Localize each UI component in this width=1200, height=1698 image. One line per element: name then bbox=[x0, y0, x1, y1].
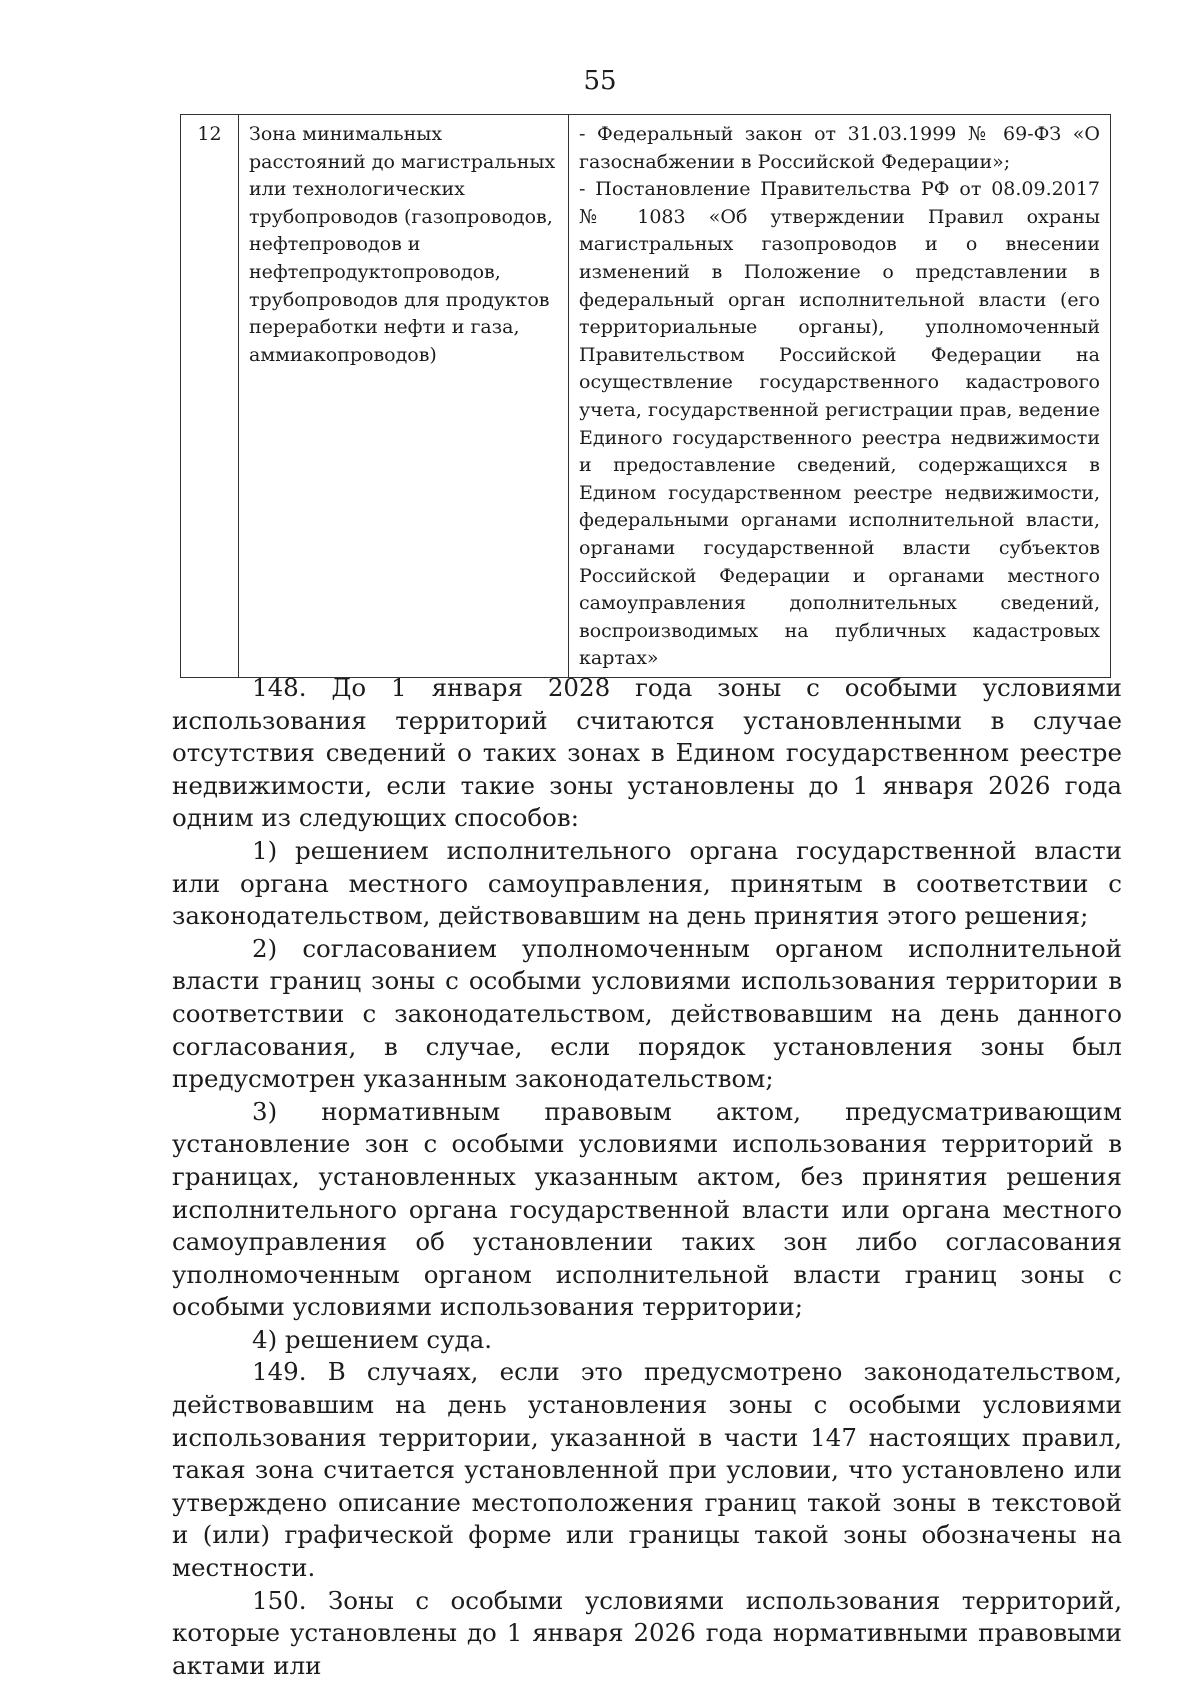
paragraph-148: 148. До 1 января 2028 года зоны с особыми условиями использования территорий считаются установленными в случае отсутствия сведений о таких зонах в Едином государственном реестре недвижимости, если такие зоны установлены до 1 января 2026 года одним из следующих способов: bbox=[172, 673, 1122, 833]
zone-name: Зона минимальных расстояний до магистральных или технологических трубопроводов (газопроводов, нефтепроводов и нефтепродуктопроводов, трубопроводов для продуктов переработки нефти и газа, аммиакопроводов) bbox=[239, 115, 569, 678]
page-number: 55 bbox=[583, 66, 617, 96]
table-row bbox=[181, 115, 1111, 678]
legal-basis-item: - Федеральный закон от 31.03.1999 № 69-ФЗ «О газоснабжении в Российской Федерации»; bbox=[579, 123, 1100, 173]
list-item-3: 3) нормативным правовым актом, предусматривающим установление зон с особыми условиями использования территорий в границах, установленных указанным актом, без принятия решения исполнительного органа государственной власти или органа местного самоуправления об установлении таких зон либо согласования уполномоченным органом исполнительной власти границ зоны с особыми условиями использования территории; bbox=[172, 1096, 1122, 1322]
row-number: 12 bbox=[181, 115, 239, 678]
paragraph-150: 150. Зоны с особыми условиями использования территорий, которые установлены до 1 января 2026 года нормативными правовыми актами или bbox=[172, 1585, 1122, 1680]
list-item-1: 1) решением исполнительного органа государственной власти или органа местного самоуправления, принятым в соответствии с законодательством, действовавшим на день принятия этого решения; bbox=[172, 835, 1122, 931]
list-item-4: 4) решением суда. bbox=[252, 1324, 493, 1354]
paragraph-149: 149. В случаях, если это предусмотрено законодательством, действовавшим на день установления зоны с особыми условиями использования территории, указанной в части 147 настоящих правил, такая зона считается установленной при условии, что установлено или утверждено описание местоположения границ такой зоны в текстовой и (или) графической форме или границы такой зоны обозначены на местности. bbox=[172, 1357, 1122, 1583]
list-item-2: 2) согласованием уполномоченным органом исполнительной власти границ зоны с особыми условиями использования территории в соответствии с законодательством, действовавшим на день данного согласования, в случае, если порядок установления зоны был предусмотрен указанным законодательством; bbox=[172, 933, 1122, 1094]
body-text bbox=[172, 672, 1122, 1682]
legal-basis-item: - Постановление Правительства РФ от 08.09.2017 № 1083 «Об утверждении Правил охраны магистральных газопроводов и о внесении изменений в Положение о представлении в федеральный орган исполнительной власти (его территориальные органы), уполномоченный Правительством Российской Федерации на осуществление государственного кадастрового учета, государственной регистрации прав, ведение Единого государственного реестра недвижимости и предоставление сведений, содержащихся в Едином государственном реестре недвижимости, федеральными органами исполнительной власти, органами государственной власти субъектов Российской Федерации и органами местного самоуправления дополнительных сведений, воспроизводимых на публичных кадастровых картах» bbox=[579, 178, 1100, 670]
zones-table bbox=[180, 114, 1111, 678]
legal-basis-cell bbox=[569, 115, 1111, 678]
